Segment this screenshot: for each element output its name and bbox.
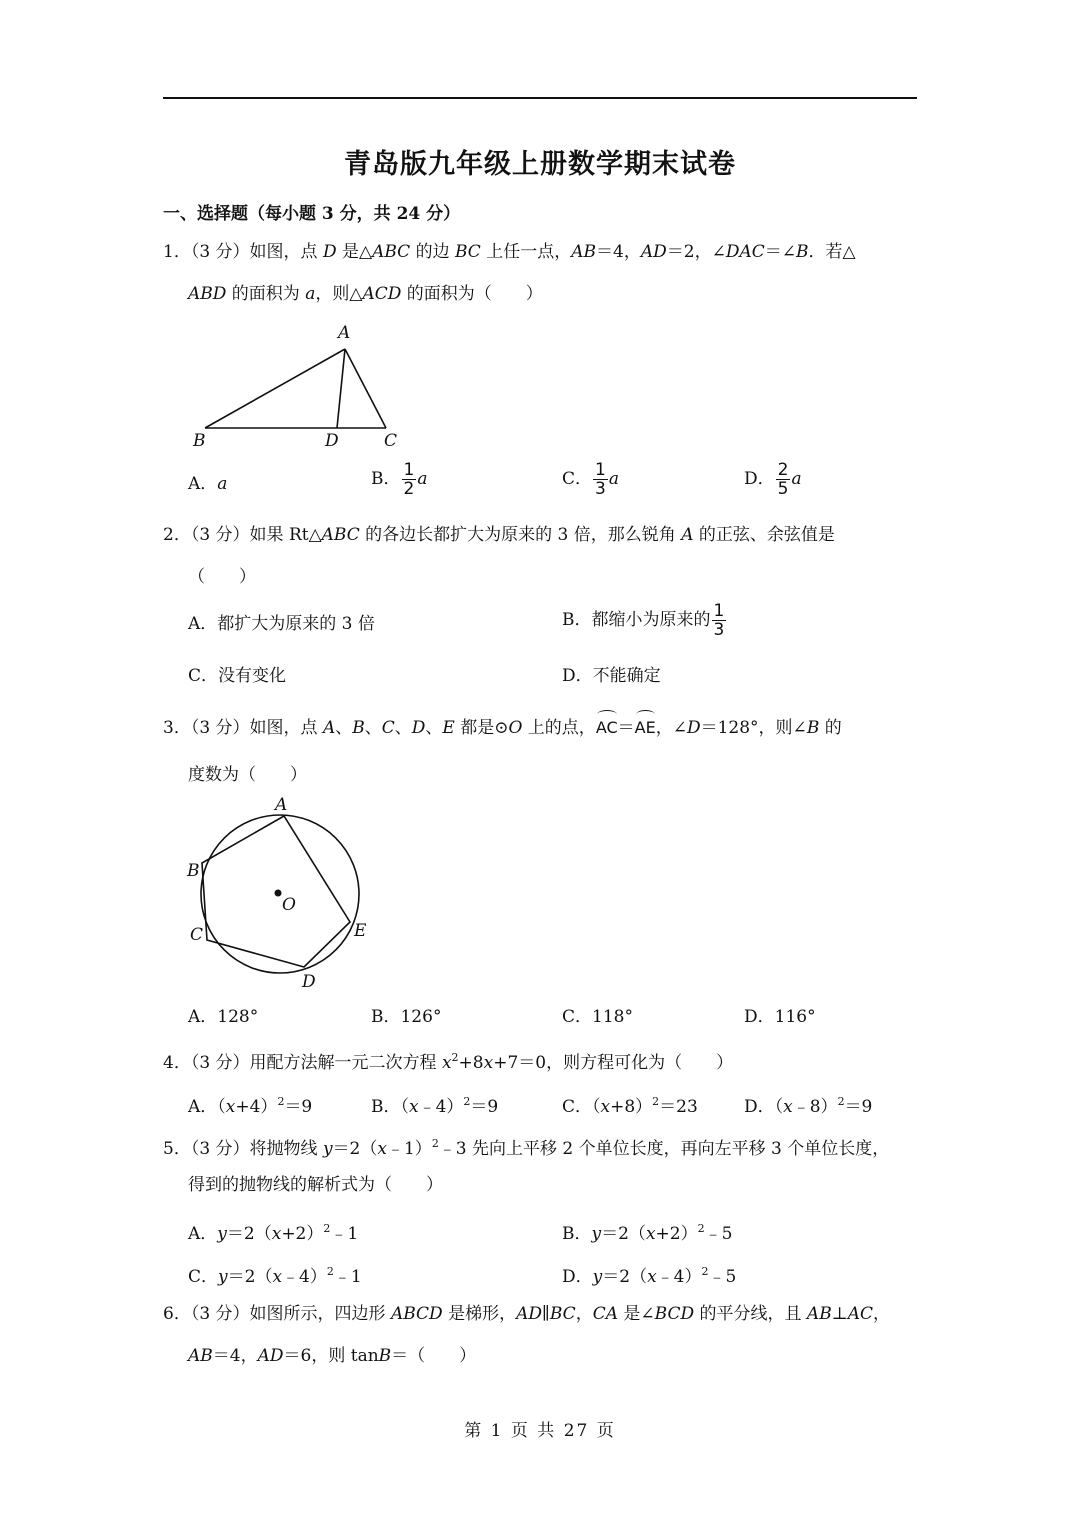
- text: ＝9: [470, 1097, 499, 1117]
- text: D．: [562, 1267, 593, 1287]
- q2-stem-line1: [163, 523, 835, 547]
- section-heading: 一、选择题（每小题 3 分，共 24 分）: [163, 204, 461, 224]
- text: ＝（ ）: [391, 1346, 477, 1366]
- exponent: 2: [277, 1095, 285, 1108]
- text: x: [645, 1224, 656, 1244]
- text: ABC: [372, 242, 411, 262]
- text: +8: [458, 1053, 484, 1073]
- q2-option-b[interactable]: [562, 602, 727, 639]
- exponent: 2: [697, 1222, 705, 1235]
- text: ＝9: [844, 1097, 873, 1117]
- point-label-c: C: [190, 925, 204, 945]
- fraction: [776, 461, 791, 498]
- text: 4．（3 分）用配方法解一元二次方程: [163, 1053, 442, 1073]
- point-label-e: E: [354, 921, 367, 941]
- text: ＝2（: [601, 1224, 646, 1244]
- text: ＝2（: [226, 1224, 272, 1244]
- numerator: 1: [713, 601, 725, 621]
- text: 的边: [410, 242, 455, 262]
- q4-option-c[interactable]: [562, 1090, 698, 1119]
- q3-option-d[interactable]: D．116°: [744, 1007, 816, 1027]
- text: ＝6，则 tan: [283, 1346, 379, 1366]
- text: ＝2（: [602, 1267, 648, 1287]
- text: ，∠: [655, 718, 687, 738]
- q4-option-a[interactable]: [188, 1090, 312, 1119]
- text: ABC: [321, 525, 360, 545]
- text: C．（: [562, 1097, 601, 1117]
- variable: a: [608, 469, 619, 489]
- exponent: 2: [652, 1095, 660, 1108]
- text: x: [483, 1053, 494, 1073]
- text: ABCD: [390, 1304, 443, 1324]
- denominator: 2: [403, 479, 415, 499]
- q3-circle-figure: [180, 792, 380, 997]
- text: ＝2（: [332, 1139, 378, 1159]
- text: ＝2（: [227, 1267, 273, 1287]
- exponent: 2: [326, 1265, 334, 1278]
- text: A．（: [188, 1097, 226, 1117]
- point-label-o: O: [282, 895, 296, 915]
- q5-stem-line2: 得到的抛物线的解析式为（ ）: [188, 1175, 443, 1195]
- option-value: a: [217, 474, 228, 494]
- text: 都是⊙: [454, 718, 509, 738]
- point-label-b: B: [193, 431, 206, 451]
- text: A．: [188, 1224, 218, 1244]
- q1-stem-line2: [188, 282, 543, 306]
- text: 2．（3 分）如果 Rt△: [163, 525, 322, 545]
- text: 1．（3 分）如图，点: [163, 242, 323, 262]
- option-label: A．: [188, 474, 218, 494]
- point-label-d: D: [325, 431, 339, 451]
- text: 、: [335, 718, 353, 738]
- numerator: 1: [595, 460, 606, 480]
- exponent: 2: [323, 1222, 331, 1235]
- text: 是△: [336, 242, 373, 262]
- q5-option-b[interactable]: [562, 1217, 732, 1246]
- q1-option-d[interactable]: [744, 461, 802, 498]
- q1-option-a[interactable]: [188, 472, 227, 496]
- exponent: 2: [451, 1051, 459, 1064]
- point-label-b: B: [187, 861, 200, 881]
- text: 5．（3 分）将抛物线: [163, 1139, 323, 1159]
- q6-stem-line1: [163, 1302, 890, 1326]
- text: D: [411, 718, 426, 738]
- text: ﹣4）: [418, 1097, 464, 1117]
- q1-option-b[interactable]: [371, 461, 427, 498]
- denominator: 3: [595, 479, 606, 499]
- text: 是梯形，: [442, 1304, 517, 1324]
- text: 的正弦、余弦值是: [693, 525, 835, 545]
- q3-stem-line1: [163, 716, 842, 740]
- denominator: 3: [713, 620, 725, 640]
- text: ＝4，: [596, 242, 641, 262]
- numerator: 1: [403, 460, 415, 480]
- q4-option-d[interactable]: [744, 1090, 872, 1119]
- text: BCD: [654, 1304, 695, 1324]
- text: y: [322, 1139, 333, 1159]
- q1-option-c[interactable]: [562, 461, 619, 498]
- fraction: [593, 461, 608, 498]
- text: y: [591, 1224, 602, 1244]
- text: 上任一点，: [480, 242, 572, 262]
- point-label-a: A: [338, 323, 351, 343]
- text: ﹣5: [704, 1224, 733, 1244]
- text: AD: [640, 242, 667, 262]
- option-label: B．: [371, 469, 401, 489]
- text: x: [783, 1097, 793, 1117]
- text: x: [441, 1053, 452, 1073]
- variable: a: [417, 469, 428, 489]
- text: 的面积为: [226, 284, 306, 304]
- q2-option-c[interactable]: C．没有变化: [188, 666, 287, 686]
- text: +8）: [610, 1097, 653, 1117]
- text: B．: [562, 1224, 592, 1244]
- q2-option-a[interactable]: A．都扩大为原来的 3 倍: [188, 614, 375, 634]
- text: ，: [873, 1304, 890, 1324]
- text: AB: [571, 242, 596, 262]
- text: x: [377, 1139, 387, 1159]
- q1-stem-line1: [163, 240, 856, 264]
- text: AB: [806, 1304, 832, 1324]
- text: AD: [516, 1304, 543, 1324]
- text: y: [217, 1224, 227, 1244]
- q1-triangle-figure: [185, 318, 415, 453]
- text: ﹣5: [708, 1267, 737, 1287]
- segment-ad: [337, 349, 345, 428]
- text: ﹣4）: [656, 1267, 702, 1287]
- text: ，: [575, 1304, 593, 1324]
- text: ﹣1）: [386, 1139, 432, 1159]
- text: ABD: [188, 284, 227, 304]
- text: ﹣1: [333, 1267, 362, 1287]
- q2-stem-line2: （ ）: [188, 567, 256, 587]
- text: +2）: [655, 1224, 698, 1244]
- text: ﹣8）: [792, 1097, 838, 1117]
- text: C．: [188, 1267, 219, 1287]
- text: ，则△: [315, 284, 363, 304]
- q6-stem-line2: [188, 1344, 476, 1368]
- text: 3．（3 分）如图，点: [163, 718, 323, 738]
- q3-option-b[interactable]: B．126°: [371, 1007, 442, 1027]
- q3-stem-line2: 度数为（ ）: [188, 765, 307, 785]
- text: +7＝0，则方程可化为（ ）: [493, 1053, 734, 1073]
- point-label-d: D: [302, 972, 316, 992]
- header-rule: [163, 97, 917, 99]
- text: ﹣3 先向上平移 2 个单位长度，再向左平移 3 个单位长度，: [438, 1139, 890, 1159]
- text: B．（: [371, 1097, 409, 1117]
- text: AB: [188, 1346, 213, 1366]
- segment-ac: [345, 349, 386, 428]
- page-footer: 第 1 页 共 27 页: [464, 1421, 616, 1441]
- text: E: [442, 718, 455, 738]
- text: 的: [819, 718, 842, 738]
- exponent: 2: [463, 1095, 471, 1108]
- point-label-c: C: [384, 431, 398, 451]
- option-text: B．都缩小为原来的: [562, 610, 711, 630]
- text: 的平分线，且: [694, 1304, 807, 1324]
- text: BC: [454, 242, 481, 262]
- text: x: [271, 1224, 282, 1244]
- text: DAC: [725, 242, 765, 262]
- q5-option-a[interactable]: [188, 1217, 358, 1246]
- text: BC: [549, 1304, 576, 1324]
- q5-option-c[interactable]: [188, 1260, 362, 1289]
- text: A: [681, 525, 694, 545]
- q4-option-b[interactable]: [371, 1090, 498, 1119]
- numerator: 2: [777, 460, 789, 480]
- q5-option-d[interactable]: [562, 1260, 736, 1289]
- point-label-a: A: [275, 795, 288, 815]
- q3-option-c[interactable]: C．118°: [562, 1007, 633, 1027]
- denominator: 5: [777, 479, 789, 499]
- text: 上的点，: [522, 718, 596, 738]
- text: ∥: [542, 1304, 550, 1324]
- text: ＝: [617, 718, 635, 738]
- text: 是∠: [618, 1304, 655, 1324]
- text: ⊥: [831, 1304, 848, 1324]
- text: y: [592, 1267, 603, 1287]
- text: D．（: [744, 1097, 784, 1117]
- text: B: [352, 718, 365, 738]
- text: +4）: [235, 1097, 278, 1117]
- text: AC: [847, 1304, 873, 1324]
- segment-ab: [205, 349, 345, 428]
- text: ＝23: [659, 1097, 698, 1117]
- text: B: [795, 242, 809, 262]
- text: ﹣4）: [282, 1267, 327, 1287]
- variable: a: [791, 469, 802, 489]
- text: 、: [394, 718, 412, 738]
- text: ＝2，∠: [666, 242, 726, 262]
- text: x: [272, 1267, 283, 1287]
- text: ＝9: [284, 1097, 313, 1117]
- text: B: [806, 718, 820, 738]
- center-point: [275, 890, 282, 897]
- q5-stem-line1: [163, 1132, 889, 1161]
- fraction: [712, 602, 727, 639]
- text: A: [322, 718, 336, 738]
- text: ＝∠: [764, 242, 796, 262]
- text: CA: [592, 1304, 618, 1324]
- q2-option-d[interactable]: D．不能确定: [562, 666, 661, 686]
- text: 、: [425, 718, 443, 738]
- text: x: [225, 1097, 236, 1117]
- text: ＝4，: [212, 1346, 258, 1366]
- arc-ae: AE: [635, 716, 656, 740]
- text: a: [305, 284, 316, 304]
- text: 、: [364, 718, 382, 738]
- text: C: [381, 718, 395, 738]
- text: x: [409, 1097, 419, 1117]
- arc-ac: AC: [596, 716, 618, 740]
- text: D: [686, 718, 701, 738]
- text: O: [508, 718, 523, 738]
- text: +2）: [281, 1224, 324, 1244]
- q4-stem: [163, 1046, 733, 1075]
- text: ACD: [362, 284, 402, 304]
- text: ＝128°，则∠: [700, 718, 807, 738]
- text: 的面积为（ ）: [401, 284, 543, 304]
- text: B: [378, 1346, 392, 1366]
- option-label: C．: [562, 469, 593, 489]
- text: AD: [257, 1346, 284, 1366]
- exponent: 2: [701, 1265, 709, 1278]
- text: 的各边长都扩大为原来的 3 倍，那么锐角: [359, 525, 682, 545]
- exponent: 2: [837, 1095, 845, 1108]
- text: x: [600, 1097, 611, 1117]
- text: y: [218, 1267, 228, 1287]
- text: 6．（3 分）如图所示，四边形: [163, 1304, 391, 1324]
- text: D: [322, 242, 337, 262]
- option-label: D．: [744, 469, 775, 489]
- exponent: 2: [431, 1137, 439, 1150]
- page-title: 青岛版九年级上册数学期末试卷: [344, 149, 736, 180]
- q3-option-a[interactable]: A．128°: [188, 1007, 259, 1027]
- text: x: [647, 1267, 657, 1287]
- fraction: [402, 461, 417, 498]
- text: ．若△: [808, 242, 856, 262]
- text: ﹣1: [330, 1224, 359, 1244]
